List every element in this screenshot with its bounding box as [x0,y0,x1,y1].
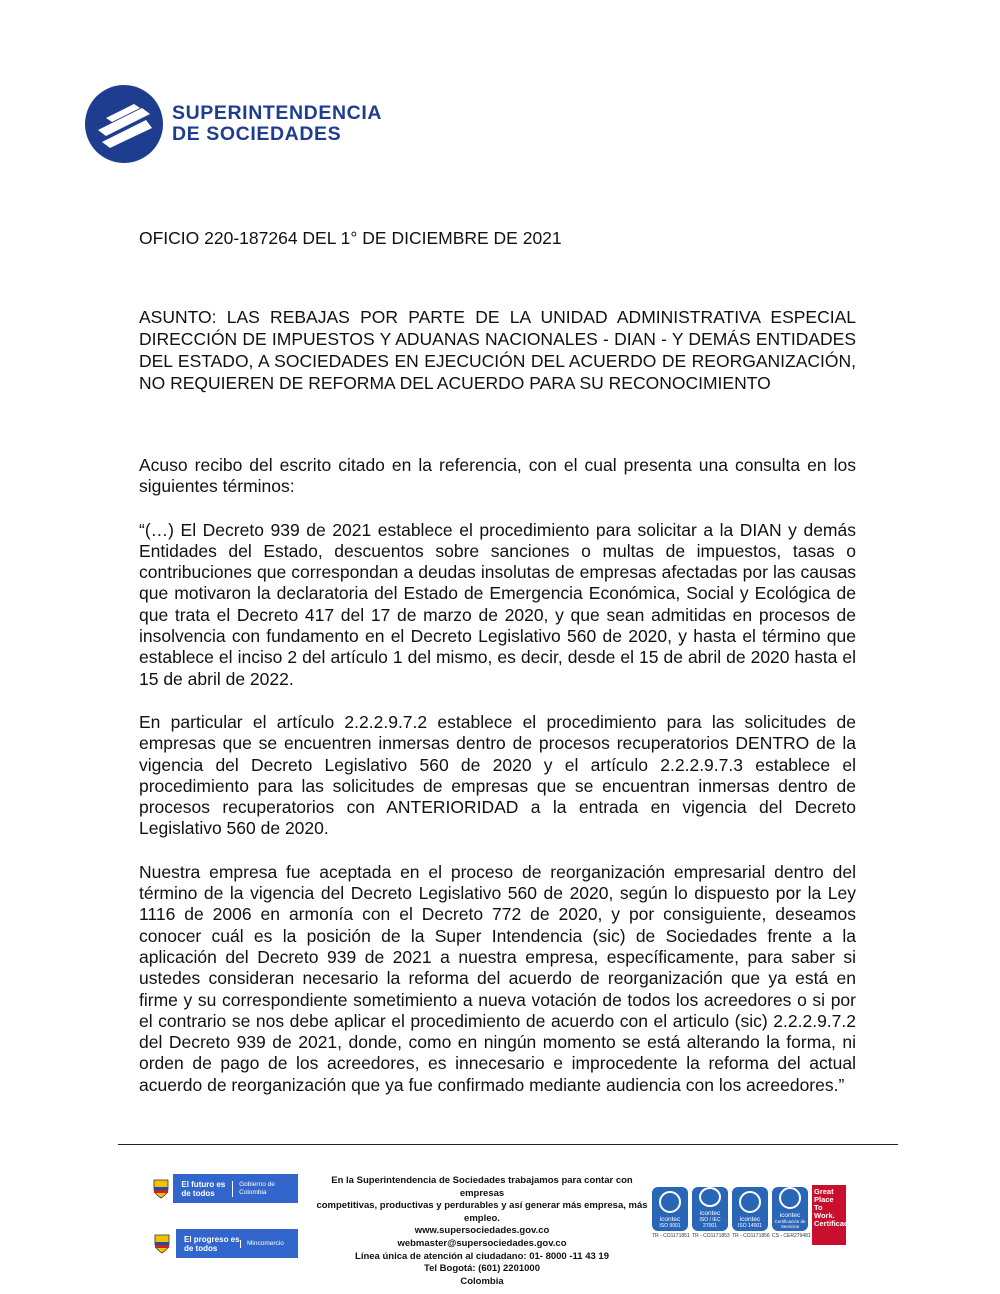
footer-phone-bogota: Tel Bogotá: (601) 2201000 [424,1263,540,1275]
logo-emblem-icon [84,84,164,164]
colombia-shield-icon [148,1229,176,1258]
document-reference: OFICIO 220-187264 DEL 1° DE DICIEMBRE DE 2021 [139,228,562,248]
certification-badge: icontec Certificación de Servicios CS - CER279481 [772,1187,808,1239]
certification-badge: icontec ISO 14001 TR - CO1171856 [732,1187,768,1239]
logo-line-2: DE SOCIEDADES [172,123,342,145]
footer-website: www.supersociedades.gov.co [414,1225,550,1237]
paragraph: Acuso recibo del escrito citado en la referencia, con el cual presenta una consulta en los siguientes términos: [139,455,856,497]
gov-logo-1-slogan: El futuro es de todos [181,1179,226,1198]
footer-contact-info [312,1175,652,1288]
footer-phone-line: Línea única de atención al ciudadano: 01- 8000 -11 43 19 [355,1250,609,1262]
certification-badge: icontec ISO 9001 TR - CO1171851 [652,1187,688,1239]
footer-line: En la Superintendencia de Sociedades trabajamos para contar con empresas [331,1175,633,1199]
icontec-icon [779,1187,801,1209]
mincomercio-logo [148,1229,298,1258]
paragraph: En particular el artículo 2.2.2.9.7.2 establece el procedimiento para las solicitudes de empresas que se encuentren inmersas dentro de procesos recuperatorios DENTRO de la vigencia del Decreto Legislativo 560 de 2020 y el artículo 2.2.2.9.7.3 establece el procedimiento para las solicitudes de empresas que se encuentran inmersas dentro de procesos recuperatorios con ANTERIORIDAD a la entrada en vigencia del Decreto Legislativo 560 de 2020. [139,711,856,839]
gov-logo-1-entity: Gobierno de Colombia [232,1181,298,1197]
paragraph: “(…) El Decreto 939 de 2021 establece el procedimiento para solicitar a la DIAN y demás Entidades del Estado, descuentos sobre sanciones o multas de impuestos, tasas o contribuciones que correspondan a deudas insolutas de empresas afectadas por las causas que motivaron la declaratoria del Estado de Emergencia Económica, Social y Ecológica de que trata el Decreto 417 del 17 de marzo de 2020, y que sean admitidas en procesos de insolvencia con fundamento en el Decreto Legislativo 560 de 2020, y hasta el término que establece el inciso 2 del artículo 1 del mismo, es decir, desde el 15 de abril de 2020 hasta el 15 de abril de 2022. [139,519,856,689]
footer-line: competitivas, productivas y perdurables y así generar más empresa, más empleo. [316,1200,648,1224]
great-place-to-work-badge: Great Place To Work. Certificado [812,1185,846,1245]
gov-logo-2-entity: Mincomercio [240,1240,284,1248]
icontec-icon [699,1187,721,1207]
footer-country: Colombia [460,1275,504,1287]
document-subject: ASUNTO: LAS REBAJAS POR PARTE DE LA UNIDAD ADMINISTRATIVA ESPECIAL DIRECCIÓN DE IMPUESTOS Y ADUANAS NACIONALES - DIAN - Y DEMÁS ENTIDADES DEL ESTADO, A SOCIEDADES EN EJECUCIÓN DEL ACUERDO DE REORGANIZACIÓN, NO REQUIEREN DE REFORMA DEL ACUERDO PARA SU RECONOCIMIENTO [139,307,856,393]
paragraph: Nuestra empresa fue aceptada en el proceso de reorganización empresarial dentro del término de la vigencia del Decreto Legislativo 560 de 2020, según lo dispuesto por la Ley 1116 de 2006 en armonía con el Decreto 772 de 2020, y por consiguiente, deseamos conocer cuál es la posición de la Super Intendencia (sic) de Sociedades frente a la aplicación del Decreto 939 de 2021 a nuestra empresa, específicamente, para saber si ustedes consideran necesario la reforma del acuerdo de reorganización que ya está en firme y su correspondiente sometimiento a nueva votación de todos los acreedores o si por el contrario se nos debe aplicar el procedimiento de acuerdo con el articulo (sic) 2.2.2.9.7.2 del Decreto 939 de 2021, donde, como en ningún momento se está alterando la forma, ni orden de pago de los acreedores, es innecesario e improcedente la reforma del actual acuerdo de reorganización que ya fue confirmado mediante audiencia con los acreedores.” [139,861,856,1095]
certifications [652,1187,854,1245]
certification-badge: icontec ISO / IEC 27001 TR - CO1171853 [692,1187,728,1239]
icontec-icon [659,1191,681,1213]
footer-divider [118,1144,898,1145]
colombia-shield-icon [148,1174,173,1203]
superintendencia-logo [84,84,414,168]
document-body [139,455,856,1118]
footer-email: webmaster@supersociedades.gov.co [397,1237,567,1249]
gobierno-colombia-logo [148,1174,298,1203]
gov-logo-2-slogan: El progreso es de todos [184,1234,240,1253]
icontec-icon [739,1191,761,1213]
logo-line-1: SUPERINTENDENCIA [172,102,383,124]
